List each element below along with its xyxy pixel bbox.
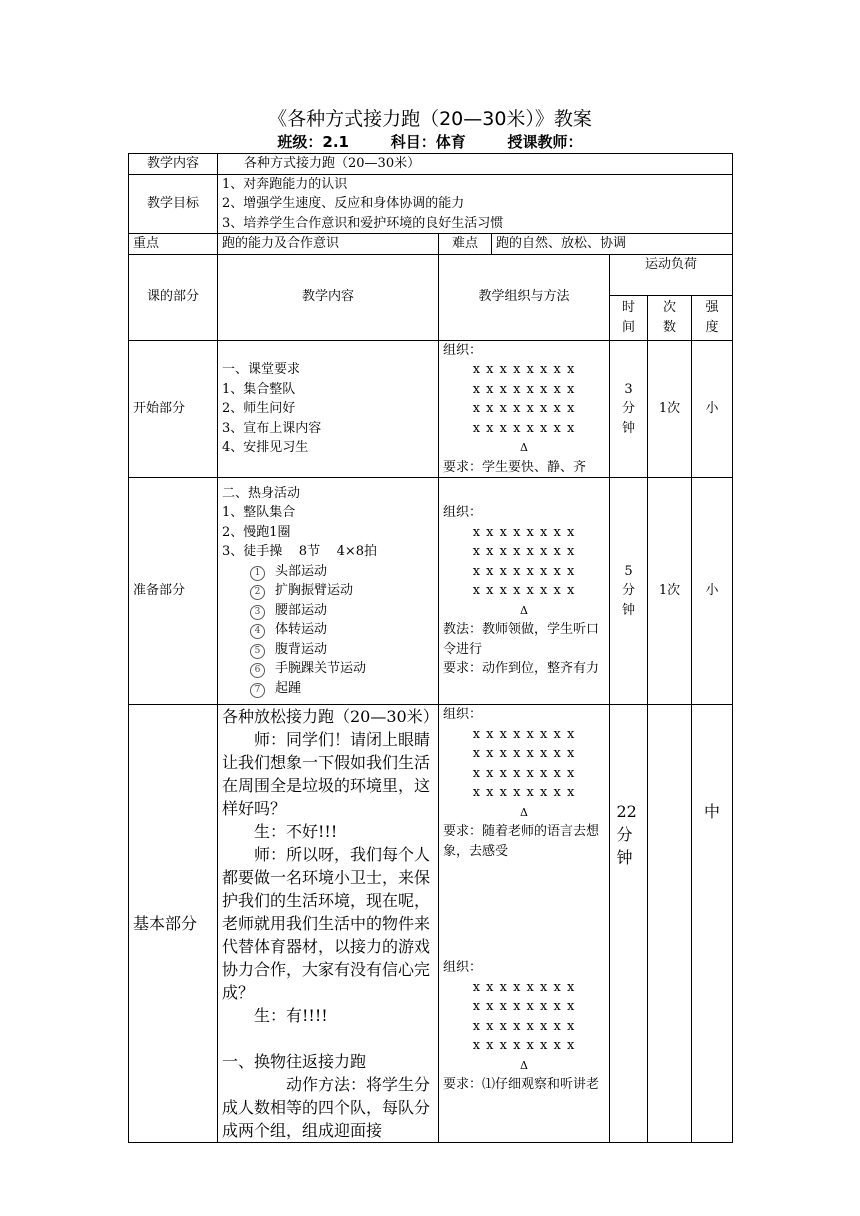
formation-row: x x x x x x x x xyxy=(472,583,576,599)
formation-row: x x x x x x x x xyxy=(472,979,576,995)
teaching-content-value: 各种方式接力跑（20—30米） xyxy=(218,154,733,175)
number-circle-icon: 7 xyxy=(250,683,265,698)
label-difficulty: 难点 xyxy=(439,234,492,255)
key-point-value: 跑的能力及合作意识 xyxy=(218,234,439,255)
formation-row: x x x x x x x x xyxy=(472,765,576,781)
organization-label: 组织： xyxy=(443,707,483,722)
goal-item: 1、对奔跑能力的认识 xyxy=(222,176,348,192)
main-paragraph: 生：有!!!! xyxy=(254,1006,328,1025)
start-time: 3分钟 xyxy=(610,340,648,478)
goal-item: 2、增强学生速度、反应和身体协调的能力 xyxy=(222,196,465,211)
exercise-item: 5 腹背运动 xyxy=(222,640,434,660)
number-circle-icon: 5 xyxy=(250,644,265,659)
formation-row: x x x x x x x x xyxy=(472,746,576,761)
part-warmup: 准备部分 xyxy=(129,478,218,705)
start-method xyxy=(439,340,610,478)
lesson-plan-table xyxy=(128,153,733,1143)
teacher-position-icon: Δ xyxy=(520,441,528,454)
goal-item: 3、培养学生合作意识和爱护环境的良好生活习惯 xyxy=(222,215,504,231)
exercise-item: 1 头部运动 xyxy=(222,562,434,582)
main-paragraph: 一、换物往返接力跑 xyxy=(222,1052,367,1071)
main-paragraph: 师：所以呀，我们每个人都要做一名环境小卫士，来保护我们的生活环境，现在呢，老师就用我们生活中的物件来代替体育器材，以接力的游戏协力合作，大家有没有信心完成？ xyxy=(222,845,431,1002)
header-intensity: 强度 xyxy=(692,295,733,340)
formation-row: x x x x x x x x xyxy=(472,563,576,579)
exercise-item: 7 起踵 xyxy=(222,679,434,699)
label-teaching-content: 教学内容 xyxy=(129,154,218,175)
formation-row: x x x x x x x x xyxy=(472,1018,576,1034)
organization-label: 组织： xyxy=(443,342,483,358)
exercise-item: 2 扩胸振臂运动 xyxy=(222,581,434,601)
label-teaching-goals: 教学目标 xyxy=(129,174,218,234)
warmup-content-line: 1、整队集合 xyxy=(222,505,296,521)
formation-row: x x x x x x x x xyxy=(472,726,576,742)
main-content xyxy=(218,705,439,1143)
teacher-position-icon: Δ xyxy=(520,603,528,617)
warmup-intensity: 小 xyxy=(692,478,733,705)
exercise-item: 6 手腕踝关节运动 xyxy=(222,659,434,679)
formation-row: x x x x x x x x xyxy=(472,999,576,1014)
number-circle-icon: 6 xyxy=(250,663,265,678)
formation-row: x x x x x x x x xyxy=(472,362,576,377)
exercise-item: 3 腰部运动 xyxy=(222,601,434,621)
main-requirement-1: 要求：随着老师的语言去想象，去感受 xyxy=(443,824,600,859)
start-content-line: 4、安排见习生 xyxy=(222,440,309,455)
warmup-content-line: 二、热身活动 xyxy=(222,485,301,501)
warmup-time: 5分钟 xyxy=(610,478,648,705)
warmup-teaching-method: 教法：教师领做，学生听口令进行 xyxy=(443,622,600,657)
header-exercise-load: 运动负荷 xyxy=(610,254,733,295)
document-subtitle: 班级：2.1 科目：体育 授课教师： xyxy=(277,133,583,151)
start-content-line: 3、宣布上课内容 xyxy=(222,420,322,436)
formation-row: x x x x x x x x xyxy=(472,401,576,416)
main-paragraph: 动作方法：将学生分成人数相等的四个队，每队分成两个组，组成迎面接 xyxy=(222,1075,431,1140)
main-heading: 各种放松接力跑（20—30米） xyxy=(222,707,439,726)
header-time: 时间 xyxy=(610,295,648,340)
teacher-position-icon: Δ xyxy=(520,805,528,819)
start-content-line: 1、集合整队 xyxy=(222,381,296,397)
warmup-content-line: 3、徒手操 8节 4×8拍 xyxy=(222,544,378,560)
start-content-line: 一、课堂要求 xyxy=(222,362,301,377)
teacher-position-icon: Δ xyxy=(520,1058,528,1072)
main-time: 22分钟 xyxy=(610,705,648,1143)
formation-row: x x x x x x x x xyxy=(472,381,576,397)
number-circle-icon: 3 xyxy=(250,605,265,620)
main-requirement-2: 要求：⑴仔细观察和听讲老 xyxy=(443,1077,600,1092)
part-main: 基本部分 xyxy=(129,705,218,1143)
organization-label: 组织： xyxy=(443,960,483,975)
number-circle-icon: 1 xyxy=(250,566,265,581)
warmup-content-line: 2、慢跑1圈 xyxy=(222,524,291,540)
exercise-item: 4 体转运动 xyxy=(222,620,434,640)
header-count: 次数 xyxy=(648,295,692,340)
header-content: 教学内容 xyxy=(218,254,439,340)
formation-row: x x x x x x x x xyxy=(472,785,576,800)
start-content-line: 2、师生问好 xyxy=(222,401,296,416)
start-count: 1次 xyxy=(648,340,692,478)
warmup-requirement: 要求：动作到位，整齐有力 xyxy=(443,661,600,677)
main-paragraph: 生：不好!!! xyxy=(254,822,338,841)
main-method xyxy=(439,705,610,1143)
formation-row: x x x x x x x x xyxy=(472,420,576,436)
start-requirement: 要求：学生要快、静、齐 xyxy=(443,459,587,475)
main-count xyxy=(648,705,692,1143)
main-paragraph: 师：同学们！请闭上眼睛让我们想象一下假如我们生活在周围全是垃圾的环境里，这样好吗？ xyxy=(222,730,431,818)
warmup-count: 1次 xyxy=(648,478,692,705)
warmup-content xyxy=(218,478,439,705)
number-circle-icon: 2 xyxy=(250,585,265,600)
formation-row: x x x x x x x x xyxy=(472,544,576,560)
part-start: 开始部分 xyxy=(129,340,218,478)
header-method: 教学组织与方法 xyxy=(439,254,610,340)
start-content xyxy=(218,340,439,478)
difficulty-value: 跑的自然、放松、协调 xyxy=(492,234,733,255)
main-intensity: 中 xyxy=(692,705,733,1143)
number-circle-icon: 4 xyxy=(250,624,265,639)
formation-row: x x x x x x x x xyxy=(472,1038,576,1053)
formation-row: x x x x x x x x xyxy=(472,524,576,540)
header-part: 课的部分 xyxy=(129,254,218,340)
teaching-goals xyxy=(218,174,733,234)
label-key-point: 重点 xyxy=(129,234,218,255)
warmup-method xyxy=(439,478,610,705)
organization-label: 组织： xyxy=(443,505,483,521)
document-title: 《各种方式接力跑（20—30米）》教案 xyxy=(268,108,592,130)
start-intensity: 小 xyxy=(692,340,733,478)
